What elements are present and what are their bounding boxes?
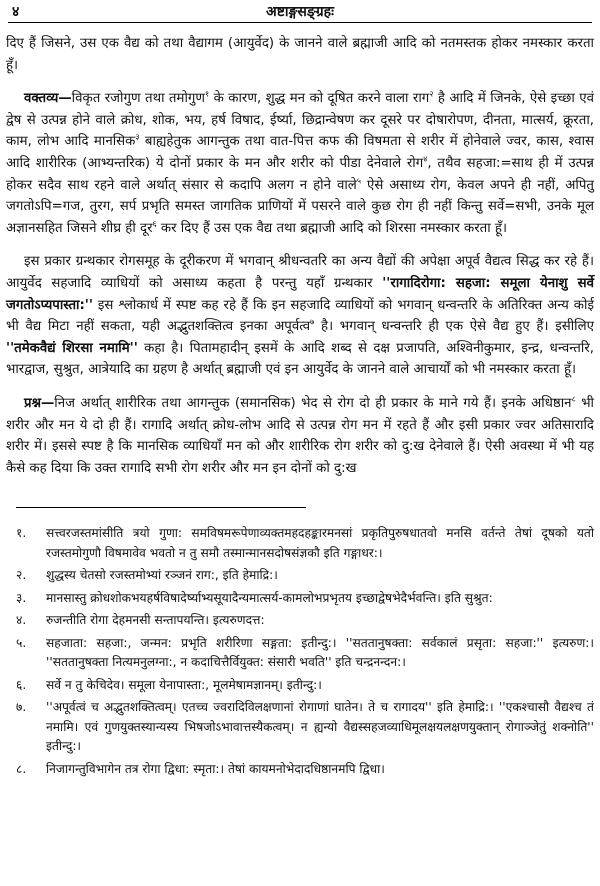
footnote-number: ७. [16, 700, 27, 715]
text-segment: इस प्रकार ग्रन्थकार रोगसमूह के दूरीकरण में भगवान् श्रीधन्वतरि का अन्य वैद्यों की अपेक्षा अपूर्व वैद्यत्व सिद्ध कर रहे हैं। आयुर्वेद सहजादि व्याधियों को असाध्य कहता है परन्तु यहाँ ग्रन्थकार [6, 254, 594, 291]
paragraph-1: दिए हैं जिसने, उस एक वैद्य को तथा वैद्यागम (आयुर्वेद) के जानने वाले ब्रह्माजी आदि को नतमस्तक होकर नमस्कार करता हूँ। [6, 36, 594, 73]
footnote-ref-3: ३ [135, 132, 140, 142]
footnote-number: ८. [16, 761, 27, 776]
footnote-item [6, 566, 594, 586]
footnote-item [6, 676, 594, 696]
term-vaktavya: वक्तव्य— [24, 91, 72, 107]
footnote-text: शुद्धस्य चेतसो रजस्तमोभ्यां रञ्जनं राग:, इति हेमाद्रि:। [46, 568, 278, 583]
footnote-item [6, 589, 594, 609]
text-segment: के कारण, शुद्ध मन को दूषित करने वाला राग [209, 91, 430, 107]
footnote-ref-4: ४ [423, 154, 428, 164]
footnotes-list [6, 524, 594, 779]
footnote-ref-8: ८ [571, 394, 576, 404]
footnote-ref-1: १ [205, 89, 210, 99]
paragraph-3 [6, 251, 594, 381]
text-segment: , तथैव सहजा:=साथ ही में उत्पन्न होकर सदैव साथ रहने वाले अर्थात् संसार से कदापि अलग न होने वाले [6, 155, 594, 193]
text-segment: कर दिए हैं उस एक वैद्य तथा ब्रह्माजी आदि को शिरसा नमस्कार करता हूँ। [156, 220, 508, 236]
footnote-text: सहजाता: सहजा:, जन्मन: प्रभृति शरीरिणा सङ्गता: इतीन्दु:। ''सततानुषक्ता: सर्वकालं प्रसृता: सहजा:'' इत्यरुण:। ''सततानुषक्ता नित्यमनुलग्ना:, न कदाचित्तैर्वियुक्त: संसारी भवति'' इति चन्द्रनन्दन:। [46, 635, 594, 670]
text-segment: निज अर्थात् शारीरिक तथा आगन्तुक (समानसिक) भेद से रोग दो ही प्रकार के माने गये हैं। इनके अधिष्ठान [54, 395, 572, 411]
footnote-ref-7: ७ [310, 317, 315, 327]
paragraph-vaktavya [6, 88, 594, 239]
text-segment: कहा है। पितामहादीन् इसमें के आदि शब्द से दक्ष प्रजापति, अश्विनीकुमार, इन्द्र, धन्वन्तरि, भारद्वाज, सुश्रुत, आत्रेयादि का ग्रहण है अर्थात् ब्रह्माजी एवं इन आयुर्वेद के जानने वाले आचार्यों को भी नमस्कार करता हूँ। [6, 340, 594, 378]
footnote-text: निजागन्तुविभागेन तत्र रोगा द्विधा: स्मृता:। तेषां कायमनोभेदादधिष्ठानमपि द्विधा। [46, 761, 385, 776]
text-segment: है आदि में जिनके, ऐसे इच्छा एवं द्वेष से उत्पन्न होने वाले क्रोध, शोक, भय, हर्ष विषाद, ईर्ष्या, छिद्रान्वेषण कर दूसरे पर दोषारोपण, दीनता, मात्सर्य, क्रूरता, काम, लोभ आदि मानसिक [6, 91, 594, 150]
footnote-text: मानसास्तु क्रोधशोकभयहर्षविषादेर्ष्याभ्यसूयादैन्यमात्सर्य-कामलोभप्रभृतय इच्छाद्वेषभेदैर्भवन्ति। इति सुश्रुत: [46, 590, 493, 605]
footnote-text: ''अपूर्वत्वं च अद्भुतशक्तित्वम्। एतच्च ज्वरादिविलक्षणानां रोगाणां घातेन। ते च रागादय'' इति हेमाद्रि:। ''एकश्चासौ वैद्यश्च तं नमामि। एवं गुणयुक्तस्यान्यस्य भिषजोऽभावात्तस्यैकत्वम्। न ह्यन्यो वैद्यस्सहजव्याधिमूलक्षयलक्षणयुक्तान् रोगाञ्जेतुं शक्नोति'' इतीन्दु:। [46, 700, 594, 754]
footnote-item [6, 611, 594, 631]
quote-shloka: ''रागादिरोगा: सहजा: समूला येनाशु सर्वे जगतोऽप्यपास्ता:'' [6, 275, 594, 313]
text-segment: है। भगवान् धन्वन्तरि ही एक ऐसे वैद्य हुए हैं। इसीलिए [314, 319, 594, 335]
footnote-item [6, 524, 594, 563]
footnote-number: ३. [16, 590, 27, 605]
footnote-divider [16, 507, 306, 508]
footnote-number: १. [16, 526, 27, 541]
page-header [8, 0, 592, 23]
text-segment: बाह्यहेतुक आगन्तुक तथा वात-पित्त कफ की विषमता से शरीर में होनेवाले ज्वर, कास, श्वास आदि शारीरिक (आभ्यन्तरिक) ये दोनों प्रकार के मन और शरीर को पीडा देनेवाले रोग [6, 134, 594, 171]
quote-tamekavaidyam: ''तमेकवैद्यं शिरसा नमामि'' [6, 340, 138, 356]
footnote-number: ४. [16, 613, 27, 628]
footnote-ref-5: ५ [356, 176, 361, 186]
footnote-number: ५. [16, 635, 27, 650]
main-text [6, 33, 594, 479]
text-segment: भी शरीर और मन ये दो ही हैं। रागादि अर्थात् क्रोध-लोभ आदि से उत्पन्न रोग मन में रहते हैं और इसी प्रकार ज्वर अतिसारादि शरीर में। इससे स्पष्ट है कि मानसिक व्याधियाँ मन को और शारीरिक रोग शरीर को दु:ख देनेवाले हैं। ऐसी अवस्था में भी यह कैसे कह दिया कि उक्त रागादि सभी रोग शरीर और मन इन दोनों को दु:ख [6, 395, 594, 476]
footnote-item [6, 634, 594, 673]
footnote-number: ६. [16, 677, 27, 692]
paragraph-prashna [6, 393, 594, 479]
footnote-item [6, 760, 594, 780]
text-segment: विकृत रजोगुण तथा तमोगुण [71, 91, 206, 107]
text-segment: ऐसे असाध्य रोग, केवल अपने ही नहीं, अपितु जगतोऽपि=गज, तुरग, सर्प प्रभृति समस्त जागतिक प्राणियों में पसरने वाले कुछ रोग ही नहीं किन्तु सर्वे=सभी, उनके मूल अज्ञानसहित जिसने शीघ्र ही दूर [6, 177, 594, 236]
footnote-item [6, 698, 594, 757]
footnote-ref-2: २ [429, 89, 434, 99]
running-title: अष्टाङ्गसङ्ग्रहः [266, 4, 334, 20]
footnote-number: २. [16, 568, 27, 583]
term-prashna: प्रश्न— [24, 395, 55, 411]
footnote-ref-6: ६ [152, 219, 157, 229]
footnote-text: सर्वे न तु केचिदेव। समूला येनापास्ता:, मूलमेषामज्ञानम्। इतीन्दु:। [46, 677, 322, 692]
text-segment: इस श्लोकार्ध में स्पष्ट कह रहे हैं कि इन सहजादि व्याधियों को भगवान् धन्वन्तरि के अतिरिक्त अन्य कोई भी वैद्य मिटा नहीं सकता, यही अद्भुतशक्तित्व इनका अपूर्वत्व [6, 297, 594, 335]
footnote-text: सत्त्वरजस्तमांसीति त्रयो गुणा: समविषमरूपेणाव्यक्तमहदहङ्कारमनसां प्रकृतिपुरुषधातवो मनसि वर्तन्ते तेषां दूषको यतो रजस्तमोगुणौ विषमावेव भवतो न तु समौ तस्मान्मानसदोषसंज्ञकौ इति गङ्गाधर:। [46, 526, 594, 560]
footnote-text: रुजन्तीति रोगा देहमनसी सन्तापयन्ति। इत्यरुणदत्त: [46, 613, 265, 628]
page-number: ४ [12, 4, 20, 20]
